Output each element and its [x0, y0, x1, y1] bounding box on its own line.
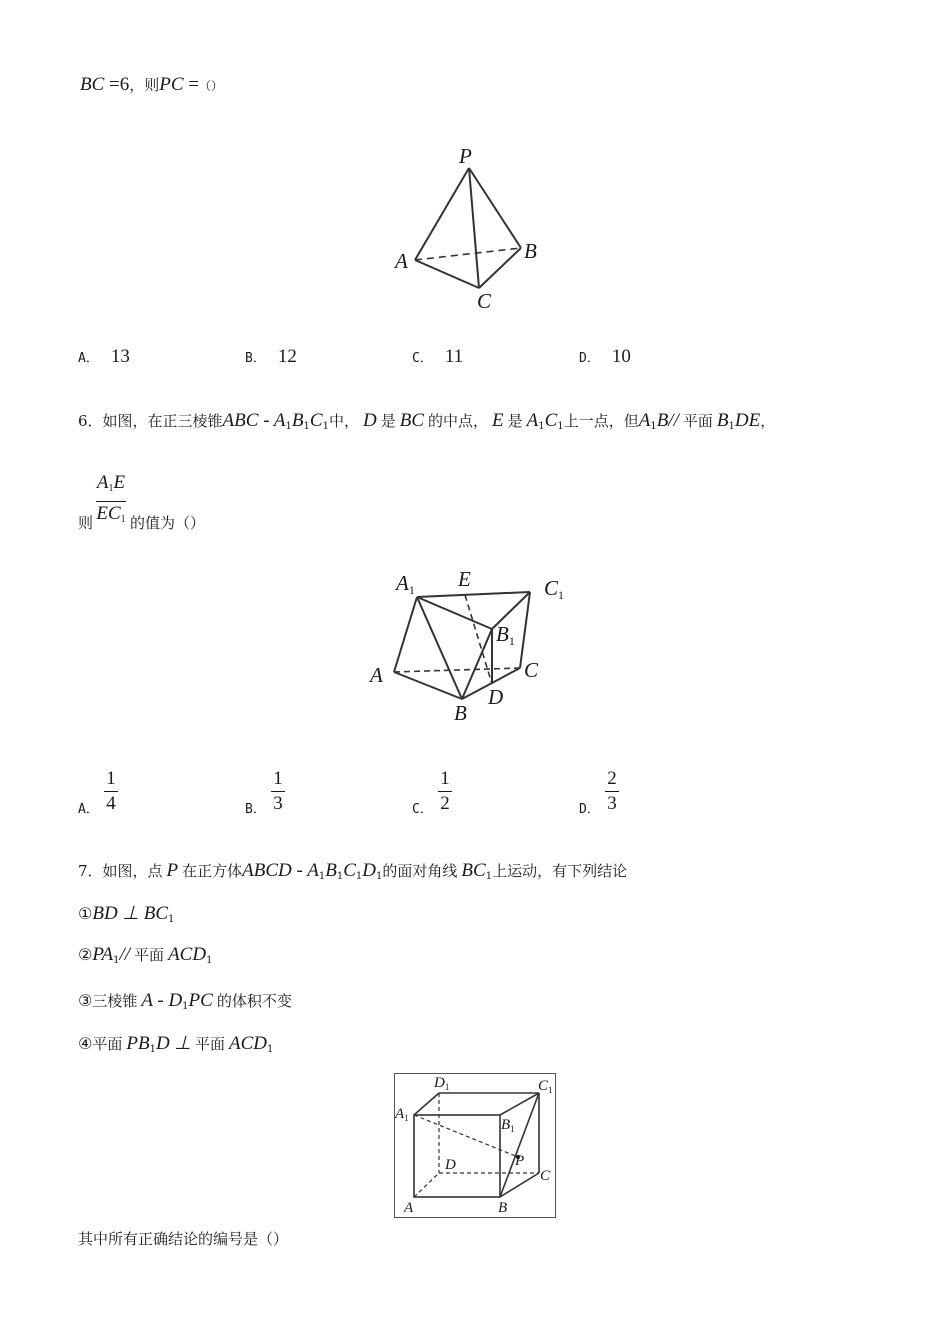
label-d: D [488, 685, 504, 709]
q7-statement-2: $②PA_1//$ 平面 $ACD_1$ [78, 944, 213, 966]
q5-stem: BC =6，则PC =（） [80, 74, 224, 95]
q5-option-b: B． 12 [245, 346, 297, 367]
label-b: B [498, 1200, 508, 1216]
q7-question: 其中所有正确结论的编号是（） [78, 1230, 289, 1248]
q7-cube-figure [394, 1073, 556, 1218]
q6-option-d: D． [579, 802, 600, 817]
label-a: A [395, 249, 408, 273]
q6-option-c: C． [412, 802, 433, 817]
label-b1: B1 [496, 622, 515, 648]
label-c: C [540, 1168, 551, 1184]
label-p: P [459, 144, 472, 168]
q6-ratio-line: 则 [78, 514, 94, 532]
q6-option-a: A． [78, 802, 99, 817]
label-a1: $A_1$ [395, 1106, 409, 1123]
label-a1: A1 [396, 571, 415, 597]
label-d: D [445, 1157, 456, 1173]
q5-option-d: D． 10 [579, 346, 631, 367]
q5-option-c: C． 11 [412, 346, 464, 367]
q7-statement-4: ④平面 $PB_1D$ ⊥ 平面 $ACD_1$ [78, 1033, 274, 1055]
q6-ratio-suffix: 的值为（） [130, 514, 206, 532]
label-b: B [524, 239, 537, 263]
q5-tetrahedron-figure [385, 140, 555, 315]
label-a: A [404, 1200, 414, 1216]
q6-option-b: B． [245, 802, 266, 817]
q6-option-b-fraction: 1 3 [271, 768, 285, 815]
label-a: A [370, 663, 383, 687]
q6-prism-figure [360, 560, 580, 730]
q6-stem: 6．如图，在正三棱锥ABC - $A_1B_1C_1$中， D 是 BC 的中点， E 是 $A_1C_1$上一点，但$A_1B//$ 平面 $B_1DE$， [78, 410, 776, 432]
label-c1: $C_1$ [538, 1078, 553, 1095]
label-p: P [515, 1153, 525, 1169]
label-b1: $B_1$ [501, 1117, 515, 1134]
label-c: C [477, 289, 492, 313]
q7-stem: 7．如图，点 P 在正方体ABCD - $A_1B_1C_1D_1$的面对角线 $BC_1$上运动，有下列结论 [78, 860, 628, 882]
q7-statement-1: ①BD ⊥ $BC_1$ [78, 903, 175, 925]
label-b: B [454, 701, 467, 725]
q6-option-c-fraction: 1 2 [438, 768, 452, 815]
q6-option-a-fraction: 1 4 [104, 768, 118, 815]
label-c: C [524, 658, 539, 682]
q6-option-d-fraction: 2 3 [605, 768, 619, 815]
q6-ratio-fraction: $A_1E$ $EC_1$ [96, 472, 126, 525]
label-e: E [458, 567, 471, 591]
label-d1: $D_1$ [434, 1075, 450, 1092]
q5-option-a: A． 13 [78, 346, 130, 367]
label-c1: C1 [544, 576, 565, 602]
q7-statement-3: ③三棱锥 A - $D_1PC$ 的体积不变 [78, 990, 292, 1012]
